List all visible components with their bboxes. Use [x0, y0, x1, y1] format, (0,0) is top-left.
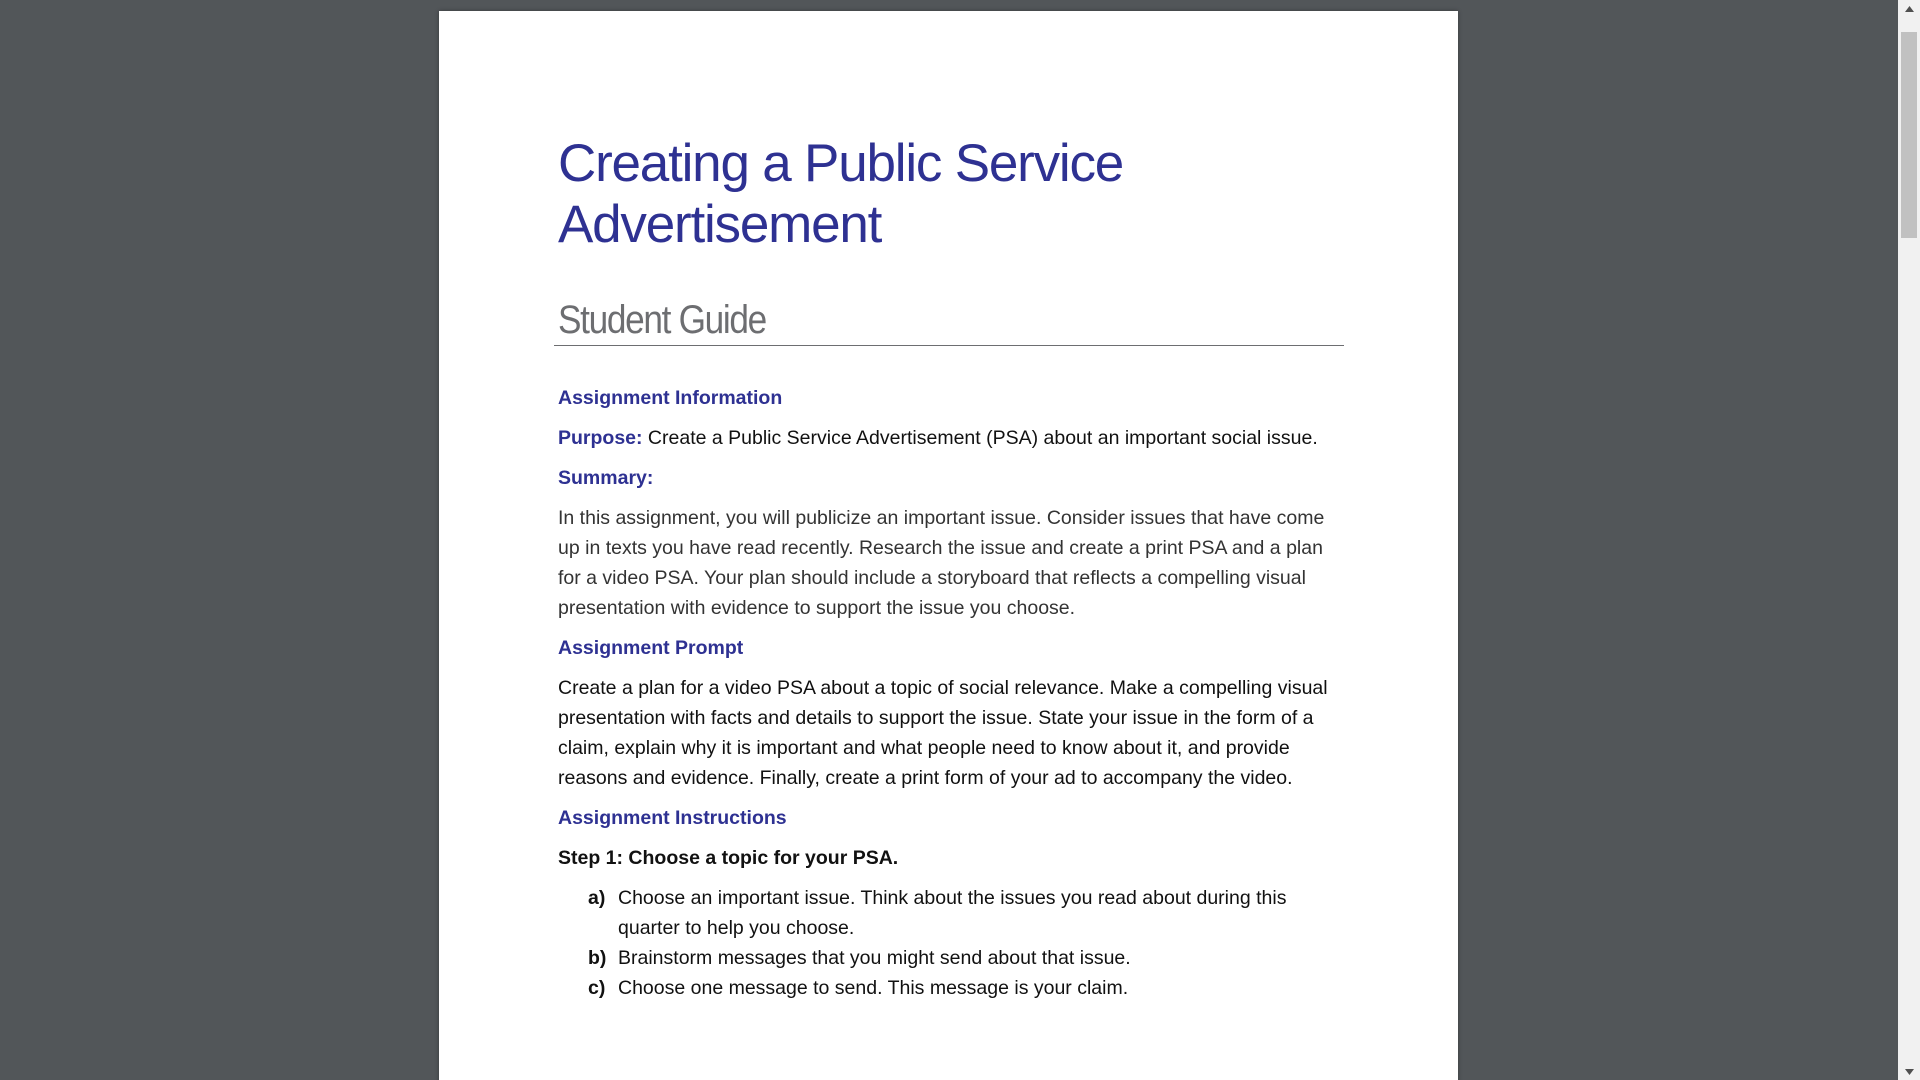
subtitle-divider — [554, 345, 1344, 346]
list-item — [588, 973, 1348, 1003]
document-body — [558, 383, 1348, 1003]
list-item-text: Brainstorm messages that you might send about that issue. — [618, 947, 1131, 969]
list-item-text: Choose an important issue. Think about the issues you read about during this quarter to help you choose. — [618, 887, 1287, 939]
purpose-label: Purpose: — [558, 427, 643, 449]
title-line-2: Advertisement — [558, 195, 882, 254]
step-1-title: Step 1: Choose a topic for your PSA. — [558, 847, 899, 869]
list-marker: c) — [588, 977, 606, 999]
document-title — [558, 133, 1258, 255]
list-marker: a) — [588, 887, 606, 909]
title-line-1: Creating a Public Service — [558, 134, 1124, 193]
prompt-text: Create a plan for a video PSA about a topic of social relevance. Make a compelling visual presentation with facts and details to support the issue. State your issue in the form of a claim, explain why it is important and what people need to know about it, and provide reasons and evidence. Finally, create a print form of your ad to accompany the video. — [558, 677, 1328, 789]
vertical-scrollbar[interactable] — [1898, 0, 1920, 1080]
purpose-paragraph — [558, 423, 1348, 453]
section-heading-assignment-prompt: Assignment Prompt — [558, 637, 744, 659]
scroll-up-arrow-icon[interactable] — [1898, 0, 1920, 17]
list-item-text: Choose one message to send. This message is your claim. — [618, 977, 1129, 999]
list-item — [588, 943, 1348, 973]
document-subtitle: Student Guide — [558, 298, 766, 342]
document-page — [439, 11, 1458, 1080]
scroll-down-arrow-icon[interactable] — [1898, 1063, 1920, 1080]
summary-label: Summary: — [558, 467, 654, 489]
list-marker: b) — [588, 947, 607, 969]
scrollbar-thumb[interactable] — [1901, 32, 1917, 238]
step-1-list — [558, 883, 1348, 1003]
summary-text: In this assignment, you will publicize an important issue. Consider issues that have come up in texts you have read recently. Research the issue and create a print PSA and a plan for a video PSA. Your plan should include a storyboard that reflects a compelling visual presentation with evidence to support the issue you choose. — [558, 507, 1325, 619]
section-heading-assignment-instructions: Assignment Instructions — [558, 807, 787, 829]
list-item — [588, 883, 1348, 943]
purpose-text: Create a Public Service Advertisement (PSA) about an important social issue. — [642, 427, 1318, 449]
section-heading-assignment-information: Assignment Information — [558, 387, 783, 409]
